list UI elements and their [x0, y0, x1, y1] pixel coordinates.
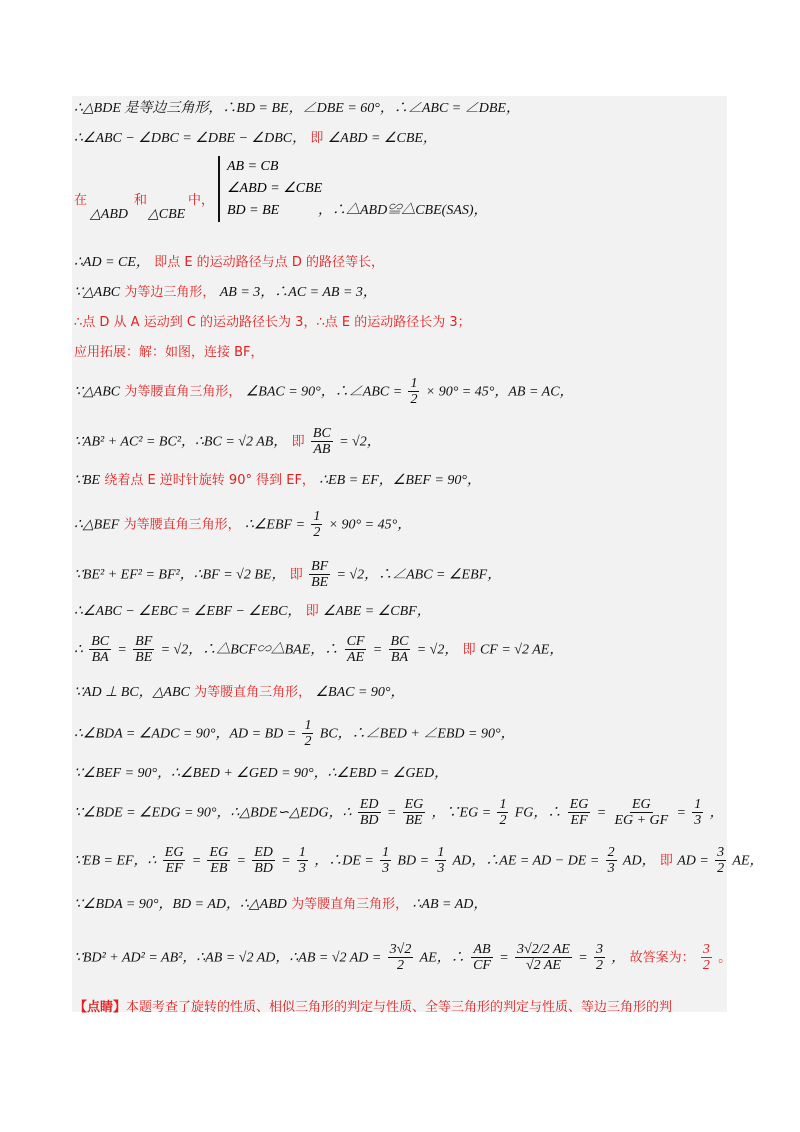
fraction-3root2-2: $\frac{3√2}{2}$: [389, 942, 412, 974]
fraction-half-2: $\frac{1}{2}$: [313, 509, 321, 541]
fraction-eg-egf: $\frac{EG}{EG + GF}$: [614, 797, 669, 829]
solution-line-7: 应用拓展：解：如图，连接 BF，: [74, 345, 264, 360]
solution-line-13: ∴∠ABC − ∠EBC = ∠EBF − ∠EBC， 即 ∠ABE = ∠CBF，: [74, 604, 431, 619]
solution-line-5: ∵△ABC 为等边三角形， AB = 3，∴AC = AB = 3，: [74, 285, 377, 300]
fraction-complex: $\frac{3√2/2 AE}{√2 AE}$: [517, 942, 570, 974]
solution-line-14: ∴ $\frac{BC}{BA}$ = $\frac{BF}{BE}$ = √2，∴△BCF∽△BAE，∴ $\frac{CF}{AE}$ = $\frac{BC}{BA}$ = √2， 即 CF = √2 AE，: [74, 634, 564, 666]
fraction-half-4: $\frac{1}{2}$: [499, 797, 507, 829]
solution-line-21: ∵BD² + AD² = AB²，∴AB = √2 AD，∴AB = √2 AD = $\frac{3√2}{2}$ AE，∴ $\frac{AB}{CF}$ = $\frac{3√2/2 AE}{√2 AE}$ = $\frac{3}{2}$ ， 故答案为： $\frac{3}{2}$ 。: [74, 942, 732, 974]
fraction-bc-ba-2: $\frac{BC}{BA}$: [390, 634, 409, 666]
answer-fraction: $\frac{3}{2}$: [702, 942, 710, 974]
solution-line-16: ∴∠BDA = ∠ADC = 90°，AD = BD = $\frac{1}{2}$ BC，∴∠BED + ∠EBD = 90°，: [74, 718, 515, 750]
fraction-eg-ef: $\frac{EG}{EF}$: [569, 797, 589, 829]
solution-line-12: ∵BE² + EF² = BF²，∴BF = √2 BE， 即 $\frac{BF}{BE}$ = √2，∴∠ABC = ∠EBF，: [74, 559, 502, 591]
solution-line-1: ∴△BDE 是等边三角形，∴BD = BE，∠DBE = 60°，∴∠ABC = ∠DBE，: [74, 101, 520, 116]
fraction-two-third: $\frac{2}{3}$: [607, 845, 615, 877]
fraction-bc-ab: $\frac{BC}{AB}$: [312, 426, 331, 458]
solution-line-8: ∵△ABC 为等腰直角三角形， ∠BAC = 90°，∴∠ABC = $\frac{1}{2}$ × 90° = 45°，AB = AC，: [74, 376, 574, 408]
and-label: 和: [134, 193, 148, 208]
triangle-cbe-label: △CBE: [148, 207, 186, 222]
solution-line-11: ∴△BEF 为等腰直角三角形， ∴∠EBF = $\frac{1}{2}$ × 90° = 45°，: [74, 509, 412, 541]
solution-line-17: ∵∠BEF = 90°，∴∠BED + ∠GED = 90°，∴∠EBD = ∠GED，: [74, 766, 449, 781]
equation-system: AB = CB ∠ABD = ∠CBE BD = BE: [218, 156, 322, 222]
congruence-result: ，∴△ABD≌△CBE(SAS)，: [318, 203, 488, 218]
fraction-eg-eb: $\frac{EG}{EB}$: [209, 845, 229, 877]
solution-line-2: ∴∠ABC − ∠DBC = ∠DBE − ∠DBC， 即 ∠ABD = ∠CBE，: [74, 131, 437, 146]
fraction-third: $\frac{1}{3}$: [694, 797, 702, 829]
fraction-three-half-2: $\frac{3}{2}$: [595, 942, 603, 974]
comment-line: 【点睛】本题考查了旋转的性质、相似三角形的判定与性质、全等三角形的判定与性质、等边三角形的判: [74, 1000, 673, 1015]
fraction-bf-be-2: $\frac{BF}{BE}$: [135, 634, 153, 666]
fraction-third-3: $\frac{1}{3}$: [382, 845, 390, 877]
solution-line-19: ∵EB = EF，∴ $\frac{EG}{EF}$ = $\frac{EG}{EB}$ = $\frac{ED}{BD}$ = $\frac{1}{3}$ ，∴DE = $\frac{1}{3}$ BD = $\frac{1}{3}$ AD，∴AE = AD − DE = $\frac{2}{3}$ AD， 即 AD = $\frac{3}{2}$ AE，: [74, 845, 764, 877]
fraction-eg-ef-2: $\frac{EG}{EF}$: [164, 845, 184, 877]
fraction-half-3: $\frac{1}{2}$: [304, 718, 312, 750]
solution-line-3: 在: [74, 193, 88, 208]
fraction-cf-ae: $\frac{CF}{AE}$: [346, 634, 365, 666]
solution-line-15: ∵AD ⊥ BC，△ABC 为等腰直角三角形， ∠BAC = 90°，: [74, 685, 405, 700]
in-label: 中，: [188, 193, 215, 208]
fraction-eg-be: $\frac{EG}{BE}$: [404, 797, 424, 829]
solution-line-10: ∵BE 绕着点 E 逆时针旋转 90° 得到 EF， ∴EB = EF，∠BEF = 90°，: [74, 473, 482, 488]
solution-line-6: ∴点 D 从 A 运动到 C 的运动路径长为 3，∴点 E 的运动路径长为 3；: [74, 315, 471, 330]
solution-line-18: ∵∠BDE = ∠EDG = 90°，∴△BDE∽△EDG，∴ $\frac{ED}{BD}$ = $\frac{EG}{BE}$ ，∵EG = $\frac{1}{2}$ FG，∴ $\frac{EG}{EF}$ = $\frac{EG}{EG + GF}$ = $\frac{1}{3}$ ，: [74, 797, 724, 829]
triangle-abd-label: △ABD: [90, 207, 128, 222]
fraction-three-half: $\frac{3}{2}$: [717, 845, 725, 877]
fraction-third-4: $\frac{1}{3}$: [437, 845, 445, 877]
fraction-ed-bd: $\frac{ED}{BD}$: [359, 797, 379, 829]
fraction-half: $\frac{1}{2}$: [410, 376, 418, 408]
solution-line-4: ∴AD = CE， 即点 E 的运动路径与点 D 的路径等长，: [74, 255, 384, 270]
fraction-bf-be: $\frac{BF}{BE}$: [311, 559, 329, 591]
fraction-bc-ba: $\frac{BC}{BA}$: [91, 634, 110, 666]
solution-line-9: ∵AB² + AC² = BC²，∴BC = √2 AB， 即 $\frac{BC}{AB}$ = √2，: [74, 426, 381, 458]
fraction-ab-cf: $\frac{AB}{CF}$: [473, 942, 491, 974]
solution-line-20: ∵∠BDA = 90°，BD = AD，∴△ABD 为等腰直角三角形， ∴AB = AD，: [74, 897, 488, 912]
fraction-ed-bd-2: $\frac{ED}{BD}$: [254, 845, 273, 877]
fraction-third-2: $\frac{1}{3}$: [298, 845, 306, 877]
